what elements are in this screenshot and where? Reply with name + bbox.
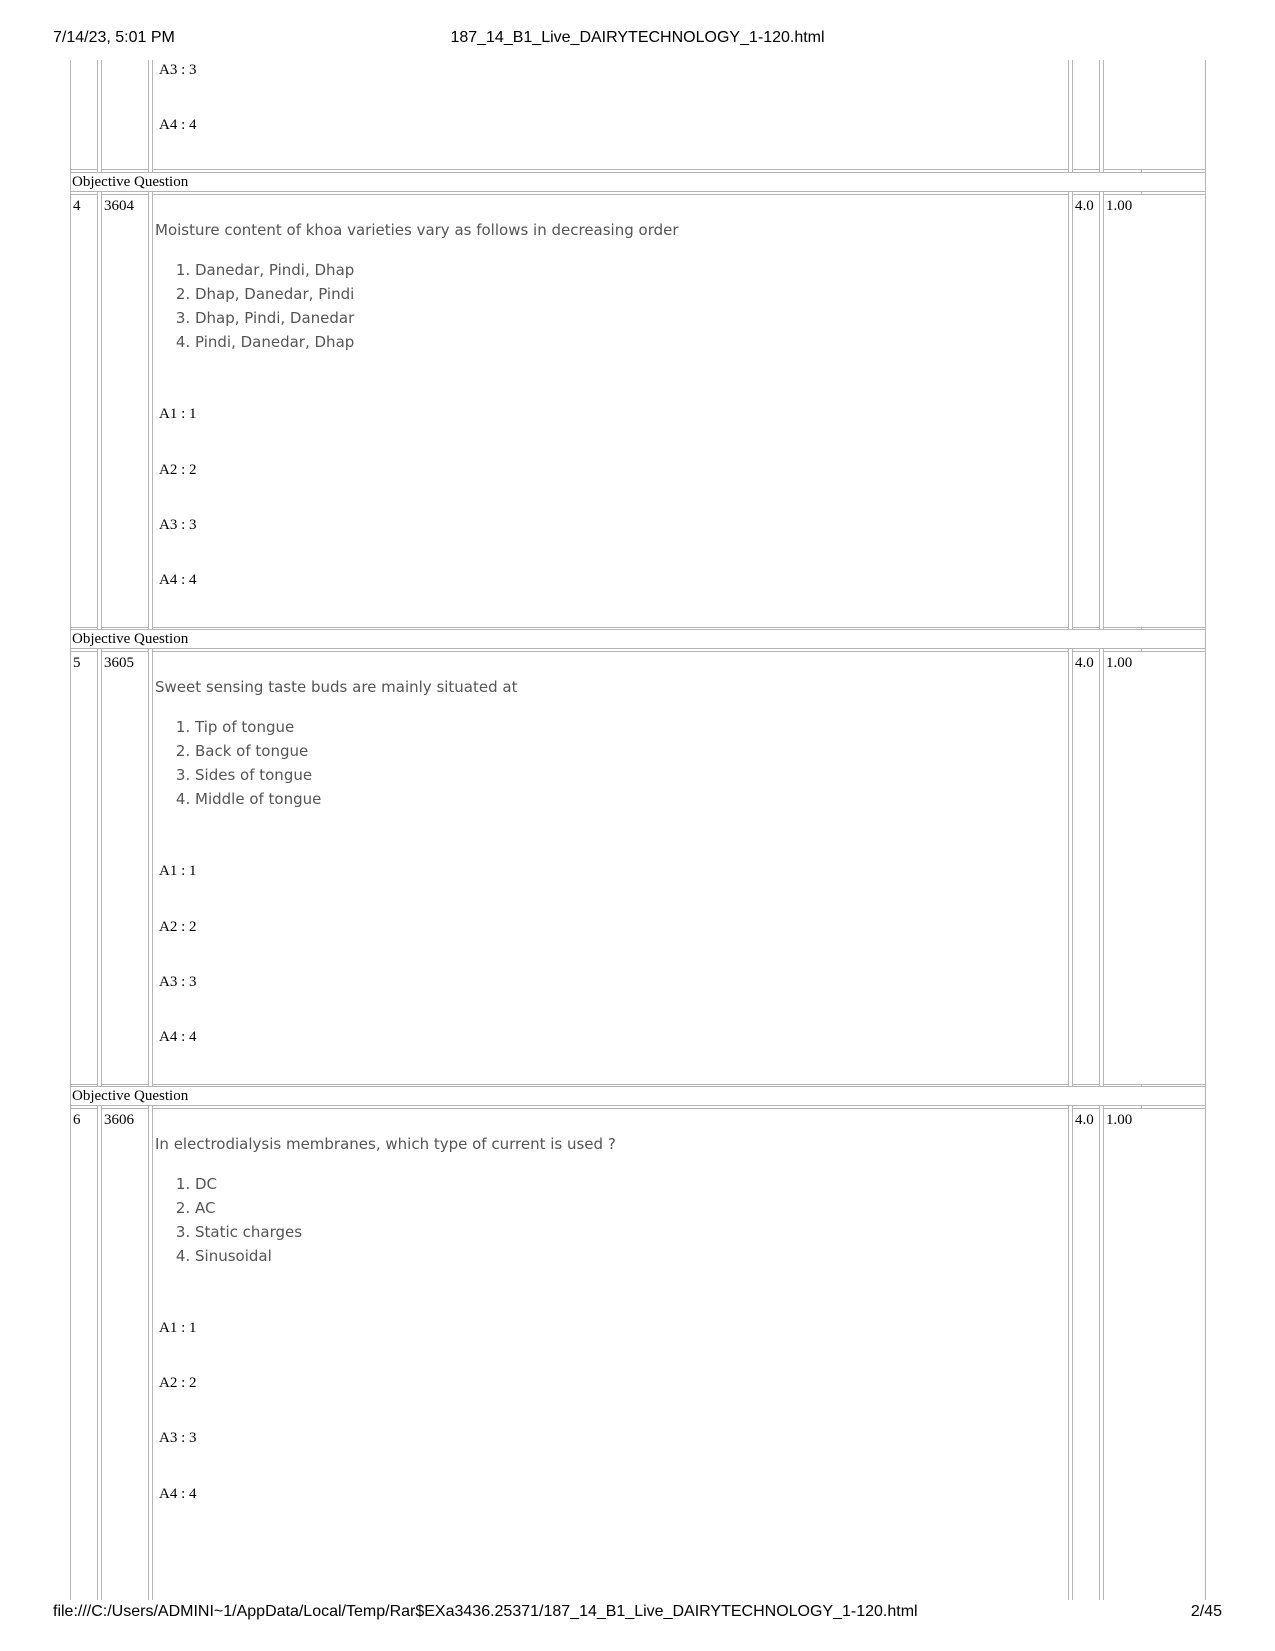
option-list	[155, 258, 354, 354]
sno: 4	[73, 198, 81, 214]
option-item: 3. Dhap, Pindi, Danedar	[195, 306, 354, 330]
negative-marks: 1.00	[1106, 198, 1133, 214]
marks: 4.0	[1075, 655, 1094, 671]
option-item: 3. Static charges	[195, 1220, 302, 1244]
question-id: 3606	[104, 1112, 134, 1128]
marks-cell	[1072, 194, 1100, 628]
continued-body-cell	[152, 60, 1069, 170]
option-item: 2. Back of tongue	[195, 739, 321, 763]
option-list	[155, 1172, 302, 1268]
answer-option: A3 : 3	[159, 974, 197, 990]
marks: 4.0	[1075, 1112, 1094, 1128]
option-item: 2. Dhap, Danedar, Pindi	[195, 282, 354, 306]
sno-cell	[70, 651, 98, 1085]
option-item: 2. AC	[195, 1196, 302, 1220]
answer-option: A1 : 1	[159, 406, 197, 422]
marks: 4.0	[1075, 198, 1094, 214]
answer-option: A4 : 4	[159, 117, 197, 133]
answer-option: A1 : 1	[159, 863, 197, 879]
answer-option: A3 : 3	[159, 62, 197, 78]
qid-cell	[101, 651, 149, 1085]
answer-option: A1 : 1	[159, 1320, 197, 1336]
print-datetime: 7/14/23, 5:01 PM	[53, 29, 175, 46]
answer-option: A2 : 2	[159, 919, 197, 935]
question-table	[70, 60, 1206, 1600]
continued-sno-cell	[70, 60, 98, 170]
negative-marks-cell	[1103, 194, 1206, 628]
section-label-row	[70, 1086, 1206, 1106]
option-item: 4. Pindi, Danedar, Dhap	[195, 330, 354, 354]
option-item: 1. Tip of tongue	[195, 715, 321, 739]
negative-marks-cell	[1103, 651, 1206, 1085]
file-path: file:///C:/Users/ADMINI~1/AppData/Local/Temp/Rar$EXa3436.25371/187_14_B1_Live_DAIRYTECHNOLOGY_1-120.html	[53, 1603, 918, 1620]
sno-cell	[70, 1108, 98, 1600]
question-text: Sweet sensing taste buds are mainly situated at	[155, 678, 518, 696]
option-item: 4. Middle of tongue	[195, 787, 321, 811]
page-number: 2/45	[1190, 1603, 1222, 1620]
print-title: 187_14_B1_Live_DAIRYTECHNOLOGY_1-120.html	[450, 29, 825, 46]
negative-marks: 1.00	[1106, 1112, 1133, 1128]
marks-cell	[1072, 651, 1100, 1085]
qid-cell	[101, 194, 149, 628]
answer-option: A4 : 4	[159, 572, 197, 588]
question-id: 3605	[104, 655, 134, 671]
option-list	[155, 715, 321, 811]
answer-option: A4 : 4	[159, 1486, 197, 1502]
continued-marks-cell	[1072, 60, 1100, 170]
sno: 5	[73, 655, 81, 671]
continued-qid-cell	[101, 60, 149, 170]
marks-cell	[1072, 1108, 1100, 1600]
option-item: 3. Sides of tongue	[195, 763, 321, 787]
question-text: Moisture content of khoa varieties vary as follows in decreasing order	[155, 221, 679, 239]
section-label-row	[70, 172, 1206, 192]
print-header	[53, 29, 1222, 51]
option-item: 4. Sinusoidal	[195, 1244, 302, 1268]
qid-cell	[101, 1108, 149, 1600]
section-label: Objective Question	[72, 174, 189, 190]
sno-cell	[70, 194, 98, 628]
option-item: 1. Danedar, Pindi, Dhap	[195, 258, 354, 282]
question-text: In electrodialysis membranes, which type of current is used ?	[155, 1135, 616, 1153]
print-footer	[53, 1603, 1222, 1625]
continued-neg-cell	[1103, 60, 1206, 170]
option-item: 1. DC	[195, 1172, 302, 1196]
section-label: Objective Question	[72, 1088, 189, 1104]
answer-option: A2 : 2	[159, 1375, 197, 1391]
answer-option: A3 : 3	[159, 517, 197, 533]
answer-option: A4 : 4	[159, 1029, 197, 1045]
sno: 6	[73, 1112, 81, 1128]
section-label: Objective Question	[72, 631, 189, 647]
negative-marks-cell	[1103, 1108, 1206, 1600]
question-id: 3604	[104, 198, 134, 214]
answer-option: A2 : 2	[159, 462, 197, 478]
answer-option: A3 : 3	[159, 1430, 197, 1446]
negative-marks: 1.00	[1106, 655, 1133, 671]
section-label-row	[70, 629, 1206, 649]
